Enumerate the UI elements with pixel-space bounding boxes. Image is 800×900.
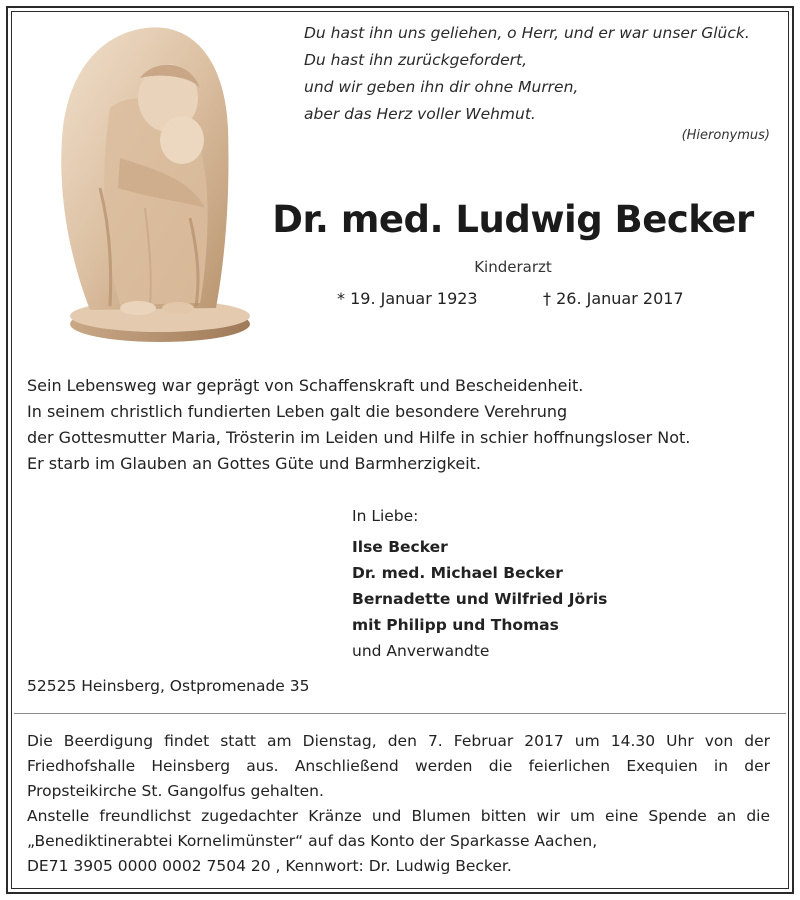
family-address: 52525 Heinsberg, Ostpromenade 35	[27, 677, 310, 695]
mourner-name: mit Philipp und Thomas	[352, 616, 559, 634]
mourners-list	[352, 503, 607, 664]
bio-line: der Gottesmutter Maria, Trösterin im Leiden und Hilfe in schier hoffnungsloser Not.	[27, 428, 691, 447]
madonna-sculpture-image	[40, 18, 250, 346]
funeral-line: Propsteikirche St. Gangolfus gehalten.	[27, 782, 324, 800]
poem	[304, 20, 774, 128]
poem-line: aber das Herz voller Wehmut.	[304, 105, 536, 123]
funeral-line: Friedhofshalle Heinsberg aus. Anschließend werden die feierlichen Exequien in der	[27, 757, 770, 775]
poem-line: und wir geben ihn dir ohne Murren,	[304, 78, 579, 96]
bio-line: In seinem christlich fundierten Leben galt die besondere Verehrung	[27, 402, 568, 421]
poem-line: Du hast ihn zurückgefordert,	[304, 51, 528, 69]
funeral-line: Die Beerdigung findet statt am Dienstag, den 7. Februar 2017 um 14.30 Uhr von der	[27, 732, 770, 750]
bio-line: Sein Lebensweg war geprägt von Schaffenskraft und Bescheidenheit.	[27, 376, 584, 395]
section-divider	[14, 713, 786, 714]
mourners-relatives: und Anverwandte	[352, 642, 490, 660]
mourner-name: Bernadette und Wilfried Jöris	[352, 590, 608, 608]
funeral-line: Anstelle freundlichst zugedachter Kränze und Blumen bitten wir um eine Spende an die	[27, 807, 770, 825]
mourner-name: Ilse Becker	[352, 538, 448, 556]
biography	[27, 373, 767, 477]
funeral-info	[27, 729, 770, 879]
bio-line: Er starb im Glauben an Gottes Güte und Barmherzigkeit.	[27, 454, 482, 473]
birth-date: * 19. Januar 1923	[337, 289, 478, 308]
mourner-name: Dr. med. Michael Becker	[352, 564, 563, 582]
deceased-profession: Kinderarzt	[474, 258, 552, 276]
deceased-name: Dr. med. Ludwig Becker	[272, 198, 754, 241]
poem-author: (Hieronymus)	[681, 128, 770, 143]
funeral-line: DE71 3905 0000 0002 7504 20 , Kennwort: Dr. Ludwig Becker.	[27, 857, 512, 875]
mourners-intro: In Liebe:	[352, 507, 419, 525]
funeral-line: „Benediktinerabtei Kornelimünster“ auf das Konto der Sparkasse Aachen,	[27, 832, 598, 850]
poem-line: Du hast ihn uns geliehen, o Herr, und er war unser Glück.	[304, 24, 750, 42]
death-date: † 26. Januar 2017	[543, 289, 684, 308]
